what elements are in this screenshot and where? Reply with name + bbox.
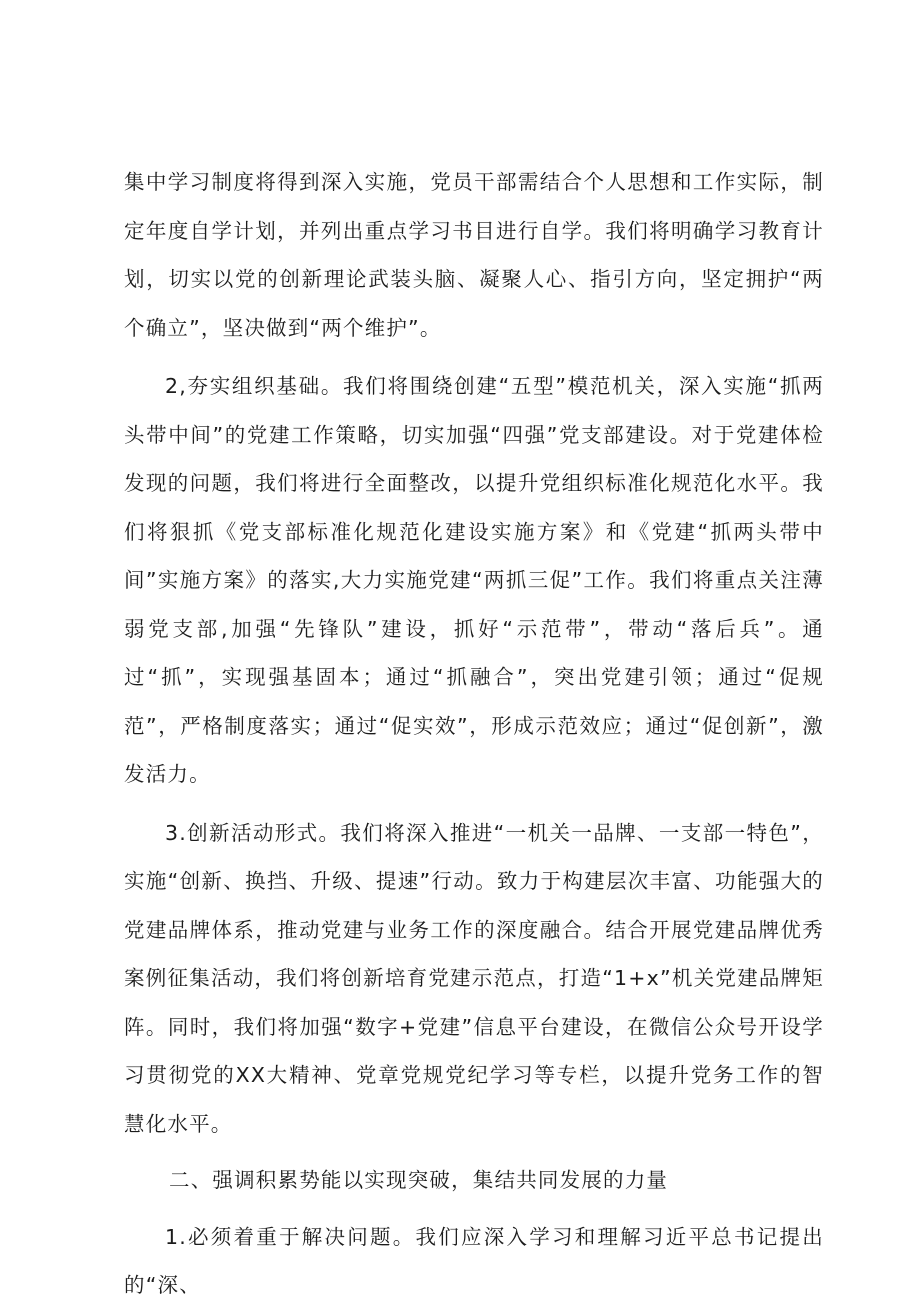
paragraph-continuation: 集中学习制度将得到深入实施，党员干部需结合个人思想和工作实际，制定年度自学计划，并列出重点学习书目进行自学。我们将明确学习教育计划，切实以党的创新理论武装头脑、凝聚人心、指引方向，坚定拥护“两个确立”，坚决做到“两个维护”。 — [124, 170, 824, 340]
paragraph-item-1: 1.必须着重于解决问题。我们应深入学习和理解习近平总书记提出的“深、 — [124, 1224, 824, 1297]
document-body — [124, 158, 824, 1310]
paragraph-item-3: 3.创新活动形式。我们将深入推进“一机关一品牌、一支部一特色”，实施“创新、换挡、升级、提速”行动。致力于构建层次丰富、功能强大的党建品牌体系，推动党建与业务工作的深度融合。结合开展党建品牌优秀案例征集活动，我们将创新培育党建示范点，打造“1+x”机关党建品牌矩阵。同时，我们将加强“数字+党建”信息平台建设，在微信公众号开设学习贯彻党的XX大精神、党章党规党纪学习等专栏，以提升党务工作的智慧化水平。 — [124, 820, 824, 1136]
section-heading: 二、强调积累势能以实现突破，集结共同发展的力量 — [169, 1168, 669, 1192]
paragraph-item-2: 2,夯实组织基础。我们将围绕创建“五型”模范机关，深入实施“抓两头带中间”的党建工作策略，切实加强“四强”党支部建设。对于党建体检发现的问题，我们将进行全面整改，以提升党组织标准化规范化水平。我们将狠抓《党支部标准化规范化建设实施方案》和《党建“抓两头带中间”实施方案》的落实,大力实施党建“两抓三促”工作。我们将重点关注薄弱党支部,加强“先锋队”建设，抓好“示范带”，带动“落后兵”。通过“抓”，实现强基固本；通过“抓融合”，突出党建引领；通过“促规范”，严格制度落实；通过“促实效”，形成示范效应；通过“促创新”，激发活力。 — [124, 374, 825, 786]
